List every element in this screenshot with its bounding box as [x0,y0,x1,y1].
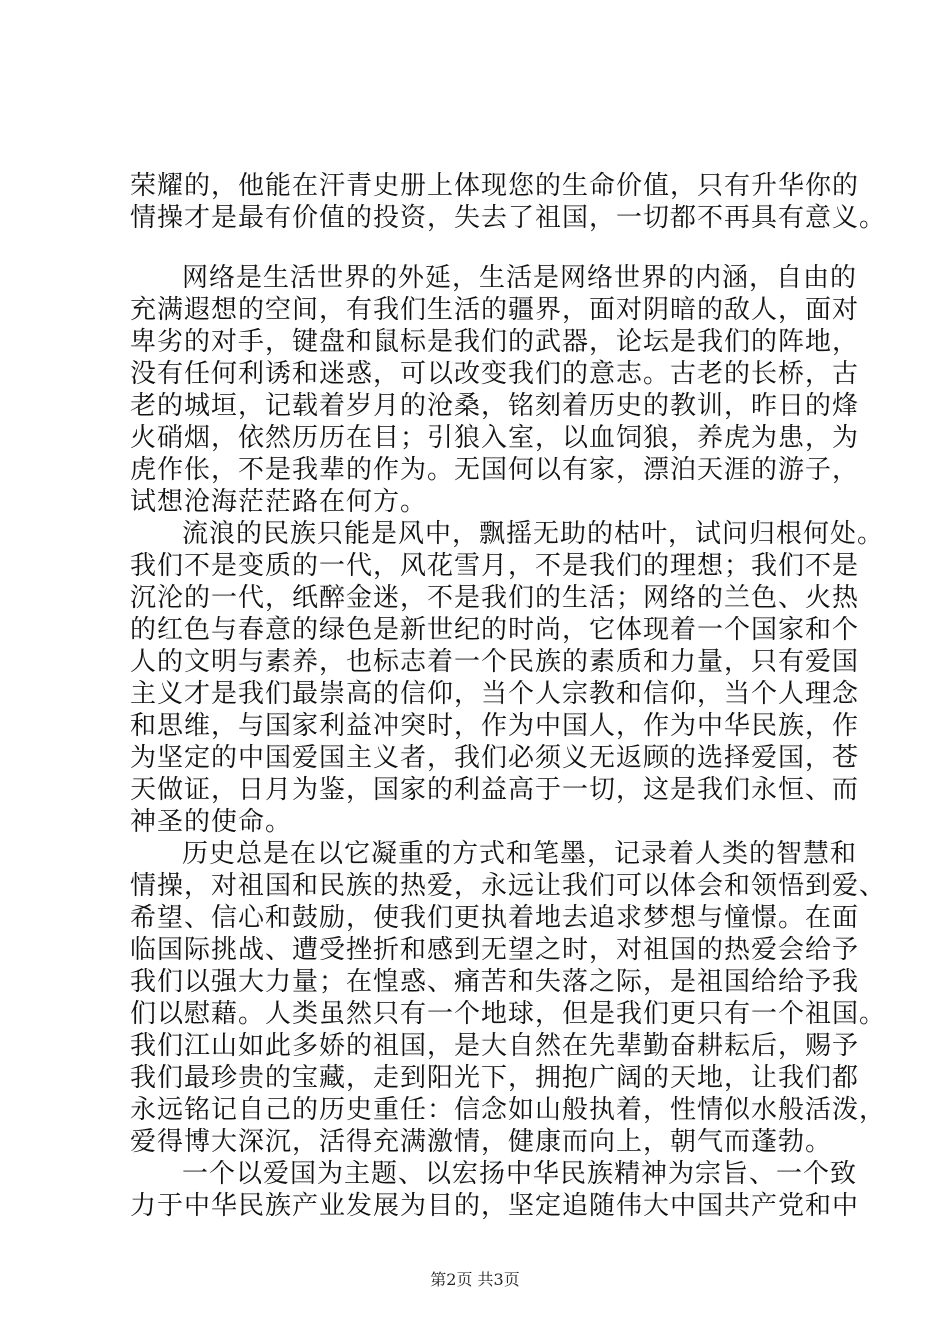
text-line: 沉沦的一代，纸醉金迷，不是我们的生活；网络的兰色、火热 [130,583,860,613]
text-line: 流浪的民族只能是风中，飘摇无助的枯叶，试问归根何处。 [182,519,885,549]
text-line: 情操，对祖国和民族的热爱，永远让我们可以体会和领悟到爱、 [130,871,887,901]
text-line: 为坚定的中国爱国主义者，我们必须义无返顾的选择爱国，苍 [130,743,860,773]
text-line: 我们不是变质的一代，风花雪月，不是我们的理想；我们不是 [130,551,860,581]
text-line: 没有任何利诱和迷惑，可以改变我们的意志。古老的长桥，古 [130,359,860,389]
text-line: 天做证，日月为鉴，国家的利益高于一切，这是我们永恒、而 [130,775,860,805]
text-line: 永远铭记自己的历史重任：信念如山般执着，性情似水般活泼， [130,1095,887,1125]
page-footer [0,1270,950,1290]
text-line: 荣耀的，他能在汗青史册上体现您的生命价值，只有升华你的 [130,171,860,201]
text-line: 人的文明与素养，也标志着一个民族的素质和力量，只有爱国 [130,647,860,677]
text-line: 力于中华民族产业发展为目的，坚定追随伟大中国共产党和中 [130,1191,860,1221]
text-line: 卑劣的对手，键盘和鼠标是我们的武器，论坛是我们的阵地， [130,327,860,357]
text-line: 网络是生活世界的外延，生活是网络世界的内涵，自由的 [182,263,858,293]
page-number-label: 第2页 共3页 [430,1270,520,1289]
text-line: 一个以爱国为主题、以宏扬中华民族精神为宗旨、一个致 [182,1159,858,1189]
text-line: 和思维，与国家利益冲突时，作为中国人，作为中华民族，作 [130,711,860,741]
text-line: 充满遐想的空间，有我们生活的疆界，面对阴暗的敌人，面对 [130,295,860,325]
text-line: 爱得博大深沉，活得充满激情，健康而向上，朝气而蓬勃。 [130,1127,833,1157]
text-line: 主义才是我们最崇高的信仰，当个人宗教和信仰，当个人理念 [130,679,860,709]
text-line: 的红色与春意的绿色是新世纪的时尚，它体现着一个国家和个 [130,615,860,645]
text-line: 我们江山如此多娇的祖国，是大自然在先辈勤奋耕耘后，赐予 [130,1031,860,1061]
paragraph-gap [130,234,830,262]
text-line: 神圣的使命。 [130,807,293,837]
text-line: 我们最珍贵的宝藏，走到阳光下，拥抱广阔的天地，让我们都 [130,1063,860,1093]
text-line: 情操才是最有价值的投资，失去了祖国，一切都不再具有意义。 [130,203,887,233]
text-line: 老的城垣，记载着岁月的沧桑，铭刻着历史的教训，昨日的烽 [130,391,860,421]
text-line: 火硝烟，依然历历在目；引狼入室，以血饲狼，养虎为患，为 [130,423,860,453]
text-line: 临国际挑战、遭受挫折和感到无望之时，对祖国的热爱会给予 [130,935,860,965]
text-line: 们以慰藉。人类虽然只有一个地球，但是我们更只有一个祖国。 [130,999,887,1029]
text-line: 希望、信心和鼓励，使我们更执着地去追求梦想与憧憬。在面 [130,903,860,933]
text-line: 虎作伥，不是我辈的作为。无国何以有家，漂泊天涯的游子， [130,455,860,485]
text-line: 我们以强大力量；在惶惑、痛苦和失落之际，是祖国给给予我 [130,967,860,997]
text-line: 历史总是在以它凝重的方式和笔墨，记录着人类的智慧和 [182,839,858,869]
body-text [130,170,887,1222]
text-line: 试想沧海茫茫路在何方。 [130,487,428,517]
